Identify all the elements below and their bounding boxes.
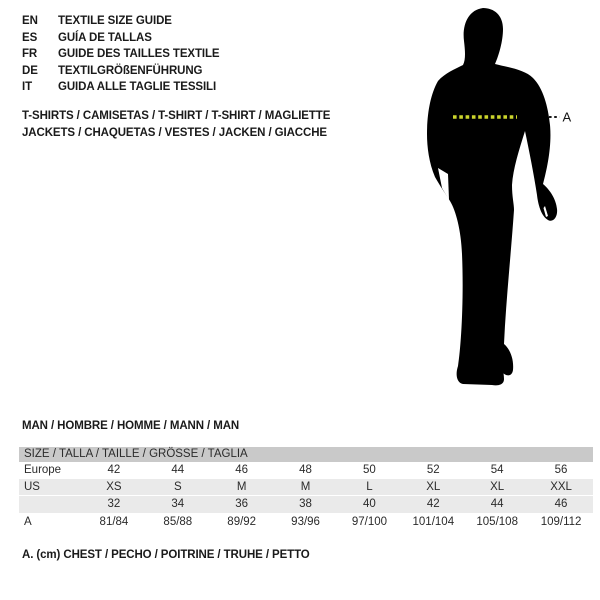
size-table-cell: 46 [554,498,568,511]
size-table-cell: S [173,481,182,494]
man-silhouette-shape [427,8,557,385]
size-table-row-label: Europe [24,464,62,477]
size-table-cell: 40 [363,498,376,511]
size-table-row-label: A [24,515,32,528]
size-table-cell: 97/100 [351,515,388,528]
size-table-cell: XS [106,481,122,494]
size-table-cell: 89/92 [227,515,257,528]
language-code: FR [22,48,38,61]
size-table-cell: 44 [490,498,504,511]
size-table-cell: 52 [426,464,440,477]
language-label: TEXTILGRÖßENFÜHRUNG [58,64,203,77]
size-table-cell: XL [490,481,505,494]
size-table [19,447,593,531]
category-line-jackets: JACKETS / CHAQUETAS / VESTES / JACKEN / GIACCHE [22,127,327,139]
language-row [22,79,220,96]
size-table-cell: 105/108 [476,515,518,528]
language-code: IT [22,81,33,94]
section-title: MAN / HOMBRE / HOMME / MANN / MAN [22,420,240,432]
category-line-tshirts: T-SHIRTS / CAMISETAS / T-SHIRT / T-SHIRT / MAGLIETTE [22,110,331,122]
size-table-cell: 44 [171,464,185,477]
size-table-cell: 42 [426,498,440,511]
size-table-row [19,462,593,479]
size-table-cell: 48 [299,464,312,477]
size-table-row-label: US [24,481,40,494]
language-code: EN [22,15,38,27]
size-table-cell: 32 [107,498,121,511]
size-table-cell: 54 [490,464,504,477]
size-table-cell: 56 [554,464,568,477]
language-row [22,46,220,63]
language-row [22,13,220,30]
language-row [22,30,220,47]
size-table-cell: 50 [363,464,376,477]
size-table-cell: XL [426,481,441,494]
language-code: DE [22,64,38,77]
size-table-row [19,496,593,513]
language-label: GUIDA ALLE TAGLIE TESSILI [58,81,217,94]
size-table-row [19,479,593,496]
size-table-cell: 93/96 [291,515,320,528]
size-table-cell: XXL [550,481,572,494]
size-table-cell: 46 [235,464,249,477]
size-table-cell: M [300,481,311,494]
language-list [22,13,220,96]
language-label: GUIDE DES TAILLES TEXTILE [58,48,220,61]
category-list [22,108,330,142]
size-table-cell: 81/84 [99,515,129,528]
man-silhouette-figure [400,0,600,400]
language-label: TEXTILE SIZE GUIDE [58,15,172,27]
measure-label: A [562,109,572,125]
size-table-cell: 38 [299,498,312,511]
size-table-body [19,462,593,531]
size-table-cell: 42 [107,464,121,477]
size-table-cell: 34 [171,498,185,511]
size-table-header: SIZE / TALLA / TAILLE / GRÖSSE / TAGLIA [19,447,593,462]
measurement-footnote: A. (cm) CHEST / PECHO / POITRINE / TRUHE / PETTO [22,549,310,561]
language-row [22,63,220,80]
size-table-row [19,514,593,531]
size-table-cell: 101/104 [412,515,455,528]
size-table-cell: M [236,481,247,494]
language-code: ES [22,31,38,44]
size-table-cell: 85/88 [163,515,193,528]
size-table-cell: 109/112 [540,515,582,528]
size-table-cell: 36 [235,498,249,511]
language-label: GUÍA DE TALLAS [58,31,152,44]
size-table-cell: L [366,481,373,494]
